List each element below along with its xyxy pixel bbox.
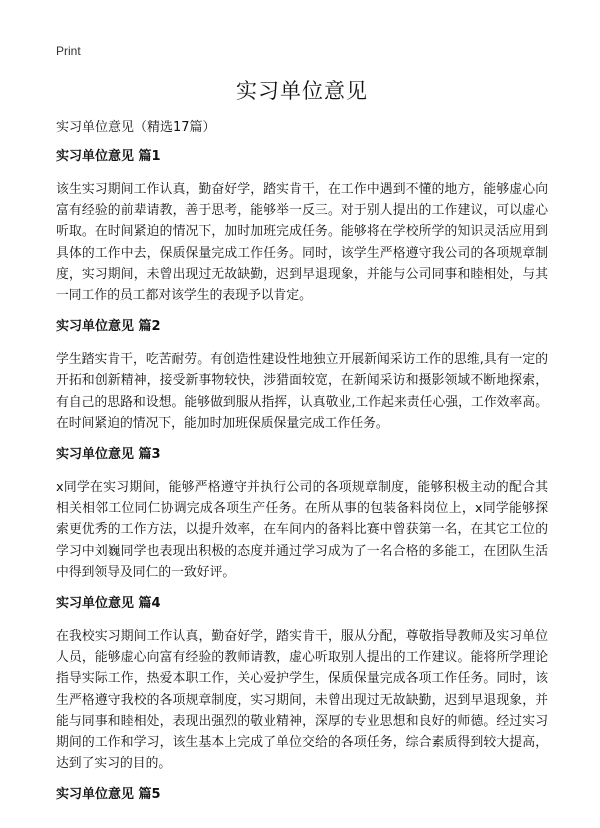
section-heading: 实习单位意见 篇3 [56,447,161,463]
section-heading: 实习单位意见 篇5 [56,787,161,803]
section-body: 该生实习期间工作认真，勤奋好学，踏实肯干，在工作中遇到不懂的地方，能够虚心向富有经验的前辈请教，善于思考，能够举一反三。对于别人提出的工作建议，可以虚心听取。在时间紧迫的情况下，加时加班完成任务。能够将在学校所学的知识灵活应用到具体的工作中去，保质保量完成工作任务。同时，该学生严格遵守我公司的各项规章制度，实习期间，未曾出现过无故缺勤，迟到早退现象，并能与公司同事和睦相处，与其一同工作的员工都对该学生的表现予以肯定。 [56,182,548,304]
section-body: 在我校实习期间工作认真，勤奋好学，踏实肯干，服从分配，尊敬指导教师及实习单位人员，能够虚心向富有经验的教师请教，虚心听取别人提出的工作建议。能将所学理论指导实际工作，热爱本职工作，关心爱护学生，保质保量完成各项工作任务。同时，该生严格遵守我校的各项规章制度，实习期间，未曾出现过无故缺勤，迟到早退现象，并能与同事和睦相处，表现出强烈的敬业精神，深厚的专业思想和良好的师德。经过实习期间的工作和学习，该生基本上完成了单位交给的各项任务，综合素质得到较大提高，达到了实习的目的。 [56,629,548,772]
document-subtitle: 实习单位意见（精选17篇） [56,120,216,135]
section-5 [56,785,548,805]
section-3 [56,445,548,583]
section-body: x同学在实习期间，能够严格遵守并执行公司的各项规章制度，能够积极主动的配合其相关相邻工位同仁协调完成各项生产任务。在所从事的包装备料岗位上，x同学能够探索更优秀的工作方法，以提升效率，在车间内的备料比赛中曾获第一名，在其它工位的学习中刘巍同学也表现出积极的态度并通过学习成为了一名合格的多能工，在团队生活中得到领导及同仁的一致好评。 [56,480,548,580]
section-body: 学生踏实肯干，吃苦耐劳。有创造性建设性地独立开展新闻采访工作的思维,具有一定的开拓和创新精神，接受新事物较快，涉猎面较宽，在新闻采访和摄影领域不断地探索，有自己的思路和设想。能够做到服从指挥，认真敬业,工作起来责任心强，工作效率高。在时间紧迫的情况下，能加时加班保质保量完成工作任务。 [56,352,548,431]
section-1 [56,147,548,306]
print-label[interactable]: Print [56,44,81,58]
section-4 [56,594,548,774]
section-2 [56,317,548,434]
document-title: 实习单位意见 [236,79,368,103]
section-heading: 实习单位意见 篇4 [56,596,161,612]
section-heading: 实习单位意见 篇2 [56,319,161,335]
section-heading: 实习单位意见 篇1 [56,149,161,164]
